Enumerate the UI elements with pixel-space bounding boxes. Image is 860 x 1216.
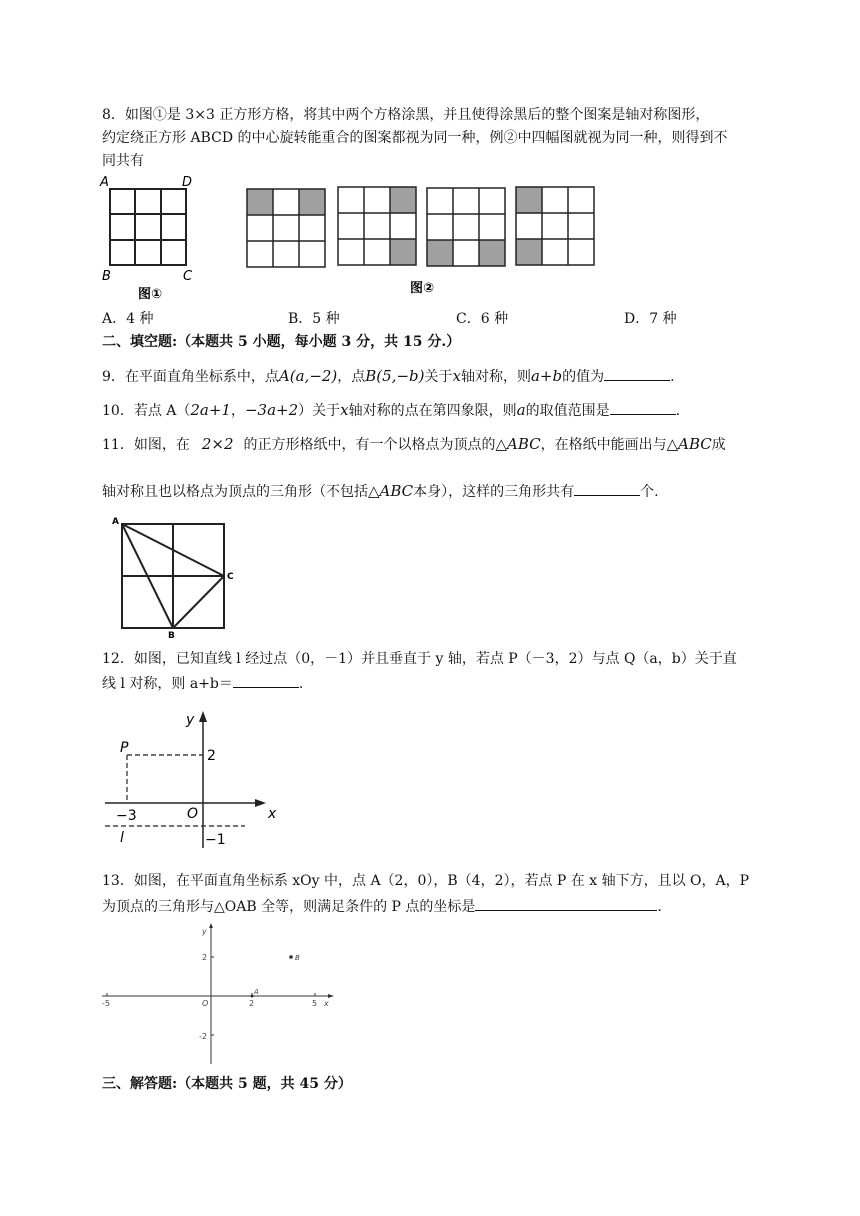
q9-answer-blank[interactable] xyxy=(604,366,670,381)
q8-option-a: A．4 种 xyxy=(102,311,154,327)
q12-label-y: y xyxy=(186,712,195,728)
q11-line2-pre: 轴对称且也以格点为顶点的三角形（不包括 xyxy=(102,484,368,500)
q12-label-l: l xyxy=(120,830,124,846)
q13-line2-end: . xyxy=(657,899,662,915)
q12-line2-pre: 线 l 对称，则 a+b＝ xyxy=(102,676,233,692)
q10-axis: x xyxy=(340,401,349,419)
q12-label-p: P xyxy=(120,740,129,756)
q11-label-c: C xyxy=(227,572,234,582)
q10-post: 的取值范围是 xyxy=(525,403,610,419)
q11-answer-blank[interactable] xyxy=(574,481,640,496)
fig2-caption: 图② xyxy=(410,281,435,296)
q9-end: . xyxy=(670,369,675,385)
q10-mid2: 轴对称的点在第四象限，则 xyxy=(348,403,517,419)
q12-label-2: 2 xyxy=(207,748,216,764)
corner-a-label: A xyxy=(100,175,109,190)
q10-coord2: −3a+2 xyxy=(244,401,299,419)
q12-line2 xyxy=(102,673,303,693)
q11-tri3: △ABC xyxy=(368,482,414,500)
q11-end1: 成 xyxy=(711,437,726,453)
q9-axis: x xyxy=(452,367,461,385)
q12-label-neg1: −1 xyxy=(205,832,226,848)
q9-line xyxy=(102,366,675,386)
corner-b-label: B xyxy=(102,269,111,284)
q13-label-b: B xyxy=(295,954,300,962)
q11-mid1: 的正方形格纸中，有一个以格点为顶点的 xyxy=(243,437,496,453)
q12-figure xyxy=(100,708,290,858)
q9-mid1: ，点 xyxy=(337,369,366,385)
q13-figure xyxy=(98,922,338,1068)
fig1-caption: 图① xyxy=(138,287,163,302)
q9-mid2: 关于 xyxy=(424,369,453,385)
q8-option-c: C．6 种 xyxy=(456,311,509,327)
q10-var: a xyxy=(516,401,526,419)
q10-pre: 10．若点 A（ xyxy=(102,403,191,419)
q12-answer-blank[interactable] xyxy=(233,673,299,688)
q13-label-a: A xyxy=(254,988,259,996)
q10-line xyxy=(102,400,680,420)
q12-label-o: O xyxy=(187,806,199,822)
corner-c-label: C xyxy=(183,269,193,284)
q13-label-neg5: -5 xyxy=(102,999,110,1008)
q9-post: 的值为 xyxy=(562,369,605,385)
q11-label-b: B xyxy=(168,631,175,640)
q11-pre: 11．如图，在 xyxy=(102,437,190,453)
q10-end: . xyxy=(675,403,681,419)
q12-label-neg3: −3 xyxy=(116,808,137,824)
q8-figure-1 xyxy=(98,172,208,302)
q13-line2-pre: 为顶点的三角形与△OAB 全等，则满足条件的 P 点的坐标是 xyxy=(102,899,476,915)
grid-4 xyxy=(516,187,594,265)
q11-line2-mid: 本身），这样的三角形共有 xyxy=(413,484,575,500)
q13-line1: 13．如图，在平面直角坐标系 xOy 中，点 A（2，0），B（4，2），若点 P 在 x 轴下方，且以 O，A，P xyxy=(102,873,750,889)
q10-coord1: 2a+1 xyxy=(190,401,231,419)
grid-2 xyxy=(338,187,416,265)
q8-option-b: B．5 种 xyxy=(288,311,340,327)
q10-answer-blank[interactable] xyxy=(610,400,676,415)
q13-label-y: y xyxy=(202,927,207,936)
section-3-heading: 三、解答题:（本题共 5 题，共 45 分） xyxy=(102,1076,352,1092)
q8-figure-2 xyxy=(240,182,600,297)
q11-tri: △ABC xyxy=(495,435,541,453)
q9-mid3: 轴对称，则 xyxy=(460,369,531,385)
q12-line1: 12．如图，已知直线 l 经过点（0，－1）并且垂直于 y 轴，若点 P（－3，2）与点 Q（a，b）关于直 xyxy=(102,651,737,667)
q9-point-b: B(5,−b) xyxy=(365,367,425,385)
q12-label-x: x xyxy=(268,806,277,822)
q11-figure xyxy=(108,512,248,640)
q13-answer-blank[interactable] xyxy=(475,896,657,911)
q13-label-x: x xyxy=(324,999,329,1008)
q8-line3: 同共有 xyxy=(102,153,144,169)
q13-label-2: 2 xyxy=(202,953,208,962)
q11-grid: 2×2 xyxy=(201,435,234,453)
grid-3 xyxy=(427,188,505,266)
q12-line2-end: . xyxy=(298,676,304,692)
q10-sep: ， xyxy=(230,403,245,419)
q11-line1 xyxy=(102,435,726,454)
q13-label-5: 5 xyxy=(312,999,318,1008)
section-2-heading: 二、填空题:（本题共 5 小题，每小题 3 分，共 15 分.） xyxy=(102,334,461,350)
q11-line2-end: 个. xyxy=(640,484,659,500)
grid-1 xyxy=(247,189,325,267)
q13-label-x2: 2 xyxy=(249,999,255,1008)
q13-point-b xyxy=(289,955,293,959)
q13-label-neg2: -2 xyxy=(199,1032,207,1041)
q11-line2 xyxy=(102,481,659,501)
q9-pre: 9．在平面直角坐标系中，点 xyxy=(102,369,279,385)
q11-label-a: A xyxy=(112,517,119,527)
q11-tri2: △ABC xyxy=(666,435,712,453)
q8-line1: 8．如图①是 3×3 正方形方格，将其中两个方格涂黑，并且使得涂黑后的整个图案是轴对称图形， xyxy=(102,107,710,123)
q9-point-a: A(a,−2) xyxy=(278,367,338,385)
q11-mid2: ，在格纸中能画出与 xyxy=(540,437,667,453)
q13-line2 xyxy=(102,896,662,916)
q9-expr: a+b xyxy=(530,367,563,385)
q8-option-d: D．7 种 xyxy=(624,311,677,327)
corner-d-label: D xyxy=(182,175,193,190)
q8-line2: 约定绕正方形 ABCD 的中心旋转能重合的图案都视为同一种，例②中四幅图就视为同一种，则得到不 xyxy=(102,130,728,146)
q13-label-o: O xyxy=(202,999,209,1008)
q10-mid1: ）关于 xyxy=(298,403,341,419)
